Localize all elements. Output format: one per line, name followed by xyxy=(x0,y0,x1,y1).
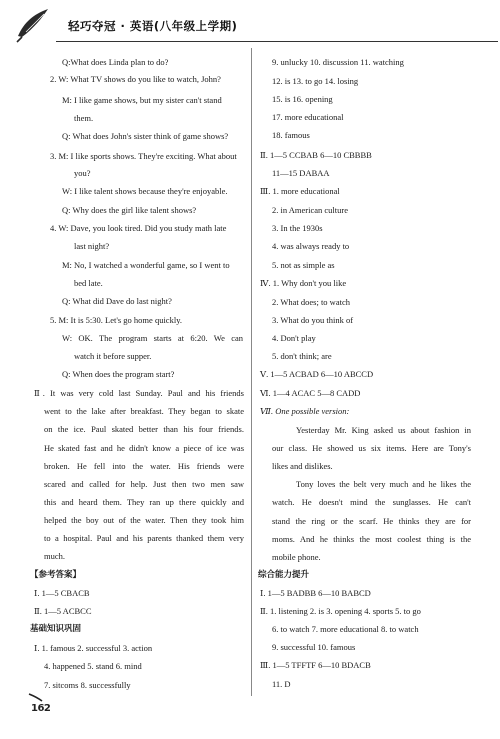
left-line: Ⅰ. 1. famous 2. successful 3. action xyxy=(34,643,153,653)
right-line: 12. is 13. to go 14. losing xyxy=(272,76,359,86)
quill-logo-icon xyxy=(14,6,52,44)
left-line: M: No, I watched a wonderful game, so I went to xyxy=(62,260,230,270)
left-line: Ⅱ. 1—5 ACBCC xyxy=(34,606,92,616)
right-line: 17. more educational xyxy=(272,112,344,122)
right-line: Ⅶ. One possible version: xyxy=(260,406,350,416)
answer-key-heading: 【参考答案】 xyxy=(30,570,82,580)
right-line: 3. In the 1930s xyxy=(272,223,323,233)
right-line: 4. was always ready to xyxy=(272,241,350,251)
right-line: our class. He showed us six items. Here are Tony's xyxy=(272,443,471,453)
right-line: 5. not as simple as xyxy=(272,260,335,270)
left-line: watch it before supper. xyxy=(74,351,152,361)
right-line: 9. successful 10. famous xyxy=(272,642,356,652)
right-line: Ⅱ. 1—5 CCBAB 6—10 CBBBB xyxy=(260,150,372,160)
column-divider xyxy=(251,48,252,696)
right-line: mobile phone. xyxy=(272,552,321,562)
right-line: 4. Don't play xyxy=(272,333,316,343)
left-line: on the ice. Paul skated better than his four friends. xyxy=(44,424,244,434)
left-line: bed late. xyxy=(74,278,103,288)
left-line: this and heard them. They ran up there quickly and xyxy=(44,497,244,507)
left-line: Ⅱ. It was very cold last Sunday. Paul and his friends xyxy=(34,388,244,398)
left-line: W: OK. The program starts at 6:20. We can xyxy=(62,333,243,343)
left-line: scared and called for help. Just then two men saw xyxy=(44,479,244,489)
left-line: went to the lake after breakfast. They began to skate xyxy=(44,406,244,416)
right-line: 2. in American culture xyxy=(272,205,349,215)
right-line: Ⅵ. 1—4 ACAC 5—8 CADD xyxy=(260,388,361,398)
right-line: Ⅱ. 1. listening 2. is 3. opening 4. sports 5. to go xyxy=(260,606,421,616)
left-line: Q: What did Dave do last night? xyxy=(62,296,172,306)
right-line: 2. What does; to watch xyxy=(272,297,350,307)
right-line: Yesterday Mr. King asked us about fashion in xyxy=(296,425,471,435)
left-line: He skated fast and he didn't know a piece of ice was xyxy=(44,443,244,453)
right-line: Ⅲ. 1—5 TFFTF 6—10 BDACB xyxy=(260,660,371,670)
left-line: you? xyxy=(74,168,91,178)
left-line: broken. He fell into the water. His friends were xyxy=(44,461,244,471)
left-line: 2. W: What TV shows do you like to watch, John? xyxy=(50,74,221,84)
header-title: 轻巧夺冠 · 英语(八年级上学期) xyxy=(68,19,238,33)
left-line: W: I like talent shows because they're enjoyable. xyxy=(62,186,228,196)
left-line: 7. sitcoms 8. successfully xyxy=(44,680,131,690)
right-line: 9. unlucky 10. discussion 11. watching xyxy=(272,57,404,67)
right-line: likes and dislikes. xyxy=(272,461,333,471)
page-header xyxy=(10,6,490,44)
right-line: Ⅲ. 1. more educational xyxy=(260,186,340,196)
right-line: 6. to watch 7. more educational 8. to watch xyxy=(272,624,419,634)
right-line: Tony loves the belt very much and he likes the xyxy=(296,479,471,489)
right-line: Ⅳ. 1. Why don't you like xyxy=(260,278,347,288)
left-line: much. xyxy=(44,551,66,561)
right-line: 3. What do you think of xyxy=(272,315,354,325)
left-line: last night? xyxy=(74,241,110,251)
right-line: 5. don't think; are xyxy=(272,351,332,361)
left-line: helped the boy out of the water. Then they took him xyxy=(44,515,244,525)
left-line: Q:What does Linda plan to do? xyxy=(62,57,169,67)
right-line: 18. famous xyxy=(272,130,310,140)
left-line: to a hospital. Paul and his parents thanked them very xyxy=(44,533,244,543)
left-line: 5. M: It is 5:30. Let's go home quickly. xyxy=(50,315,183,325)
section-heading-comprehensive: 综合能力提升 xyxy=(258,570,310,580)
right-line: 11—15 DABAA xyxy=(272,168,330,178)
right-line: 15. is 16. opening xyxy=(272,94,333,104)
section-heading-basics: 基础知识巩固 xyxy=(30,624,82,634)
right-line: Ⅰ. 1—5 BADBB 6—10 BABCD xyxy=(260,588,371,598)
right-line: moms. And he thinks the most coolest thing is the xyxy=(272,534,471,544)
left-line: 4. W: Dave, you look tired. Did you study math late xyxy=(50,223,227,233)
right-line: watch. He doesn't mind the sunglasses. He can't xyxy=(272,497,471,507)
right-line: 11. D xyxy=(272,679,291,689)
right-line: Ⅴ. 1—5 ACBAD 6—10 ABCCD xyxy=(260,369,374,379)
footer-swoosh-icon xyxy=(28,692,54,702)
left-line: Q: Why does the girl like talent shows? xyxy=(62,205,197,215)
left-line: 3. M: I like sports shows. They're exciting. What about xyxy=(50,151,237,161)
left-line: Q: What does John's sister think of game shows? xyxy=(62,131,229,141)
left-line: Q: When does the program start? xyxy=(62,369,175,379)
left-line: M: I like game shows, but my sister can't stand xyxy=(62,95,222,105)
left-line: Ⅰ. 1—5 CBACB xyxy=(34,588,90,598)
header-rule xyxy=(56,41,498,42)
page-number: 162 xyxy=(31,703,51,714)
right-line: stand the ring or the scarf. He thinks they are for xyxy=(272,516,471,526)
left-line: 4. happened 5. stand 6. mind xyxy=(44,661,142,671)
left-line: them. xyxy=(74,113,94,123)
